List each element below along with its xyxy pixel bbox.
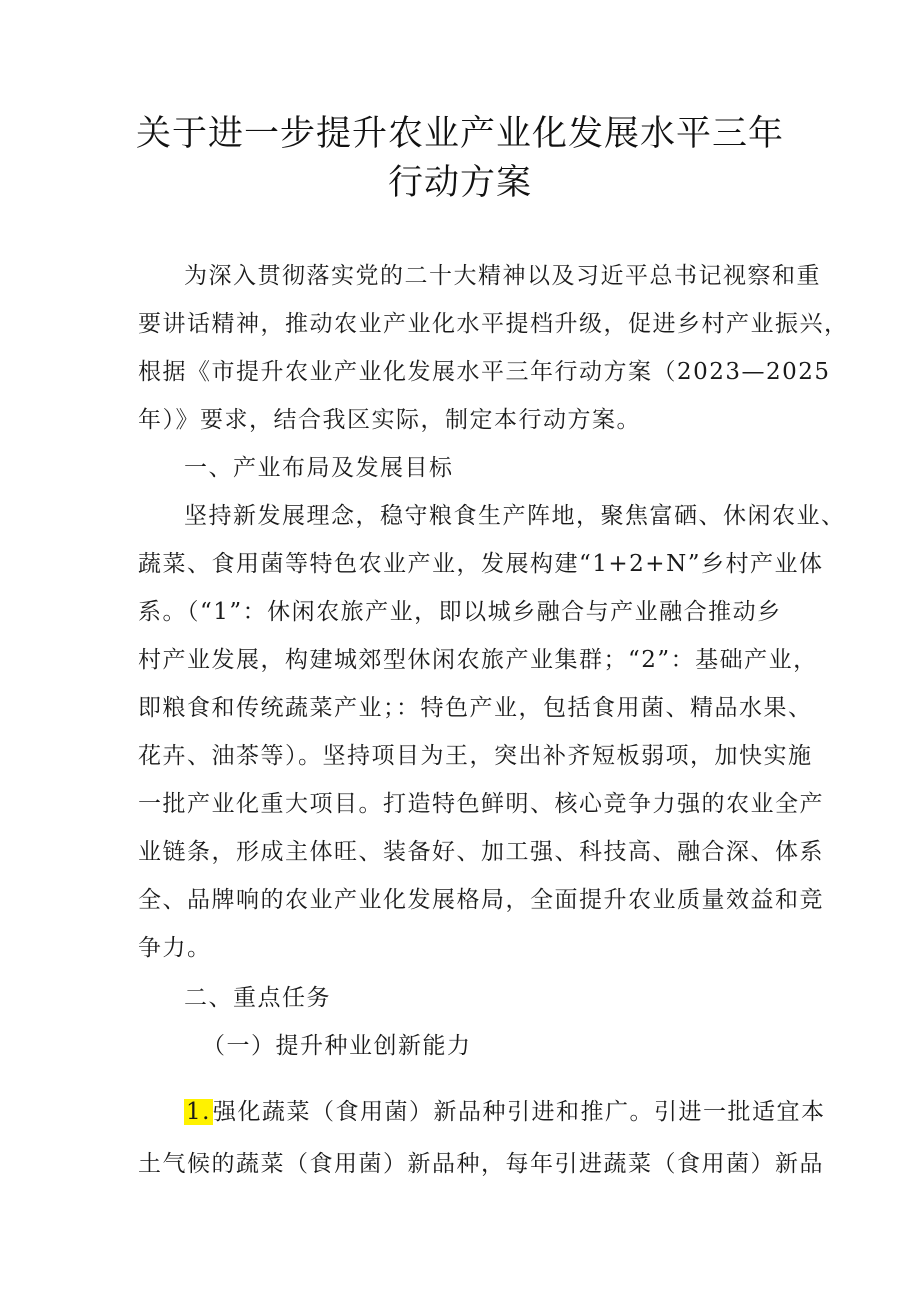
paragraph-line: 根据《市提升农业产业化发展水平三年行动方案（2023—2025 — [138, 359, 831, 385]
item-1-line — [184, 1097, 825, 1127]
paragraph-line: 一批产业化重大项目。打造特色鲜明、核心竞争力强的农业全产 — [138, 791, 824, 817]
paragraph-line: 要讲话精神，推动农业产业化水平提档升级，促进乡村产业振兴， — [138, 311, 849, 337]
paragraph-line: 全、品牌响的农业产业化发展格局，全面提升农业质量效益和竞 — [138, 887, 824, 913]
paragraph-line: 花卉、油茶等）。坚持项目为王，突出补齐短板弱项，加快实施 — [138, 743, 813, 769]
paragraph-line: 村产业发展，构建城郊型休闲农旅产业集群；“2”：基础产业， — [138, 647, 818, 673]
paragraph-line: 业链条，形成主体旺、装备好、加工强、科技高、融合深、体系 — [138, 839, 824, 865]
paragraph-line: 系。（“1”：休闲农旅产业，即以城乡融合与产业融合推动乡 — [138, 599, 782, 625]
paragraph-line: 即粮食和传统蔬菜产业；：特色产业，包括食用菌、精品水果、 — [138, 695, 813, 721]
item-number-highlight: 1. — [186, 1099, 211, 1125]
section-heading: 一、产业布局及发展目标 — [184, 455, 454, 481]
paragraph-line: 为深入贯彻落实党的二十大精神以及习近平总书记视察和重 — [184, 263, 821, 289]
document-title-line-1: 关于进一步提升农业产业化发展水平三年 — [135, 114, 784, 154]
paragraph-line: 坚持新发展理念，稳守粮食生产阵地，聚焦富硒、休闲农业、 — [184, 503, 846, 529]
subsection-heading: （一）提升种业创新能力 — [202, 1033, 472, 1059]
section-heading: 二、重点任务 — [184, 985, 331, 1011]
paragraph-line: 土气候的蔬菜（食用菌）新品种，每年引进蔬菜（食用菌）新品 — [138, 1151, 824, 1177]
paragraph-line: 年）》要求，结合我区实际，制定本行动方案。 — [138, 407, 641, 433]
item-1-text: 强化蔬菜（食用菌）新品种引进和推广。引进一批适宜本 — [212, 1099, 826, 1125]
document-title-line-2: 行动方案 — [387, 163, 532, 203]
paragraph-line: 蔬菜、食用菌等特色农业产业，发展构建“1+2+N”乡村产业体 — [138, 551, 824, 577]
paragraph-line: 争力。 — [138, 935, 212, 961]
